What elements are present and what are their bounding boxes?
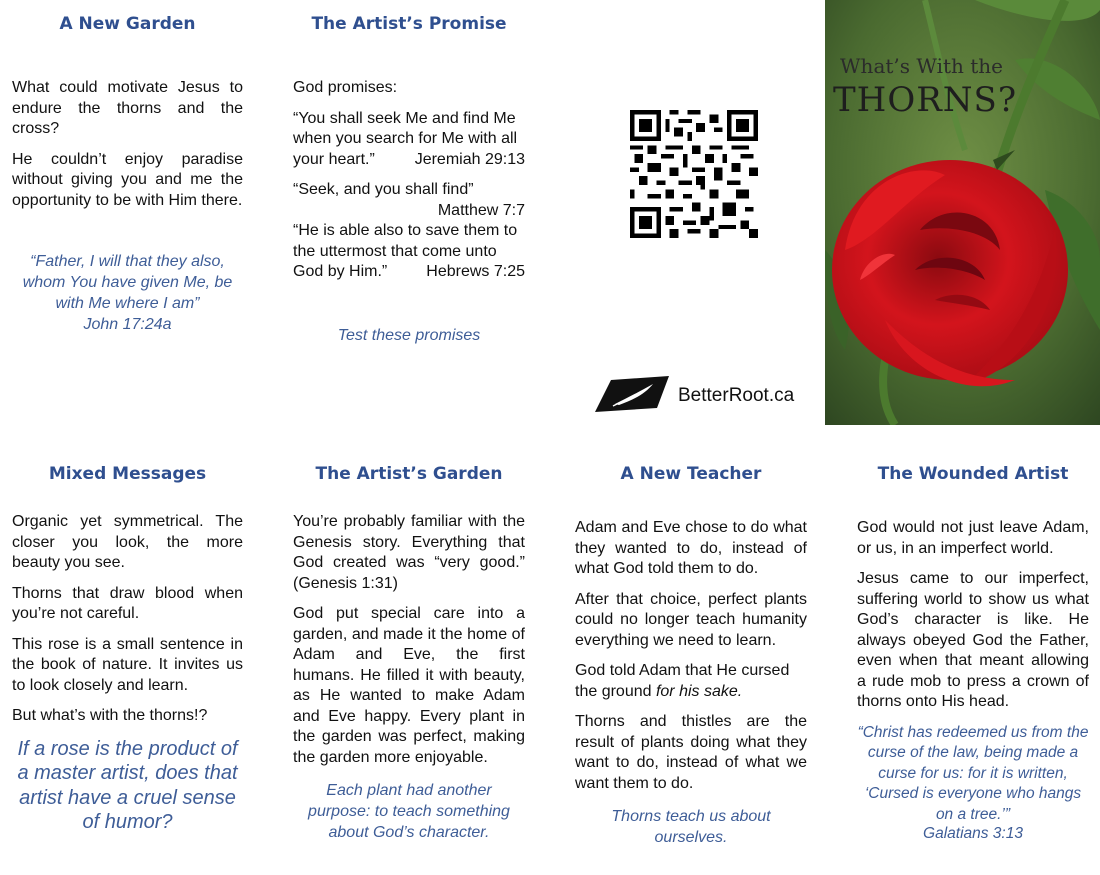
- panel-heading: Mixed Messages: [48, 464, 207, 484]
- promise-verse: [293, 221, 525, 283]
- cursed-text: God told Adam that He cursed the ground: [575, 662, 790, 700]
- panel-back: [575, 0, 815, 425]
- panel-wounded-artist: [857, 464, 1089, 843]
- paragraph: God would not just leave Adam, or us, in an imperfect world.: [857, 519, 1089, 557]
- verse-text: “Seek, and you shall find”: [293, 181, 474, 198]
- panel-heading: The Artist’s Promise: [311, 14, 507, 34]
- brand-url: BetterRoot.ca: [678, 385, 795, 406]
- paragraph: This rose is a small sentence in the book of nature. It invites us to look closely and learn.: [12, 635, 243, 694]
- paragraph: You’re probably familiar with the Genesis story. Everything that God created was “very good.” (Genesis 1:31): [293, 513, 525, 592]
- panel-artists-promise: [293, 14, 525, 346]
- scripture-quote: “Christ has redeemed us from the curse of the law, being made a curse for us: for it is written, ‘Cursed is everyone who hangs on a tree.’”: [857, 723, 1089, 823]
- paragraph: After that choice, perfect plants could no longer teach humanity everything we need to learn.: [575, 590, 807, 649]
- paragraph: Jesus came to our imperfect, suffering world to show us what God’s character is like. He always obeyed God the Father, even when that meant allowing a rude mob to press a crown of thorns onto His head.: [857, 570, 1089, 710]
- paragraph: Organic yet symmetrical. The closer you look, the more beauty you see.: [12, 513, 243, 571]
- cover-title-line2: THORNS?: [833, 80, 1018, 120]
- panel-heading: A New Teacher: [620, 464, 762, 484]
- panel-a-new-garden: [12, 14, 243, 334]
- promise-callout: Test these promises: [337, 326, 481, 344]
- promise-intro: God promises:: [293, 79, 398, 96]
- rhetorical-question: If a rose is the product of a master artist, does that artist have a cruel sense of humor?: [17, 737, 238, 833]
- paragraph: Thorns that draw blood when you’re not careful.: [12, 584, 243, 622]
- promise-verse: [293, 180, 525, 219]
- betterroot-logo-icon: [593, 374, 671, 414]
- cursed-emphasis: for his sake.: [655, 682, 743, 700]
- scripture-quote: “Father, I will that they also, whom You have given Me, be with Me where I am”: [22, 253, 233, 312]
- paragraph: God put special care into a garden, and made it the home of Adam and Eve, the first humans. He filled it with beauty, as He wanted to make Adam and Eve happy. Every plant in the garden was perfect, making the garden more enjoyable.: [293, 605, 525, 766]
- teacher-callout: Thorns teach us about ourselves.: [611, 808, 771, 846]
- scripture-reference: John 17:24a: [83, 316, 172, 333]
- cover-rose-image: [825, 0, 1100, 425]
- panel-mixed-messages: [12, 464, 243, 835]
- paragraph: Thorns and thistles are the result of plants doing what they want to do, instead of what we want them to do.: [575, 713, 807, 792]
- paragraph: What could motivate Jesus to endure the thorns and the cross?: [12, 79, 243, 137]
- panel-artists-garden: [293, 464, 525, 843]
- paragraph: But what’s with the thorns!?: [12, 707, 208, 724]
- verse-reference: Hebrews 7:25: [426, 263, 525, 280]
- paragraph: [575, 661, 807, 702]
- verse-text: “You shall seek Me and find Me when you search for Me with all your heart.”: [293, 109, 518, 168]
- paragraph: Adam and Eve chose to do what they wanted to do, instead of what God told them to do.: [575, 519, 807, 577]
- panel-new-teacher: [575, 464, 807, 848]
- scripture-reference: Galatians 3:13: [923, 825, 1023, 842]
- panel-heading: A New Garden: [59, 14, 196, 34]
- verse-text: “He is able also to save them to the uttermost that come unto God by Him.”: [293, 222, 518, 280]
- qr-code-icon: [630, 110, 758, 238]
- panel-heading: The Artist’s Garden: [315, 464, 503, 484]
- verse-reference: Jeremiah 29:13: [414, 150, 525, 168]
- verse-reference: Matthew 7:7: [437, 201, 525, 219]
- cover-title-line1: What’s With the: [840, 54, 1004, 78]
- panel-heading: The Wounded Artist: [877, 464, 1069, 484]
- paragraph: He couldn’t enjoy paradise without giving you and me the opportunity to be with Him there.: [12, 150, 243, 209]
- promise-verse: [293, 109, 525, 171]
- garden-callout: Each plant had another purpose: to teach something about God’s character.: [308, 782, 510, 841]
